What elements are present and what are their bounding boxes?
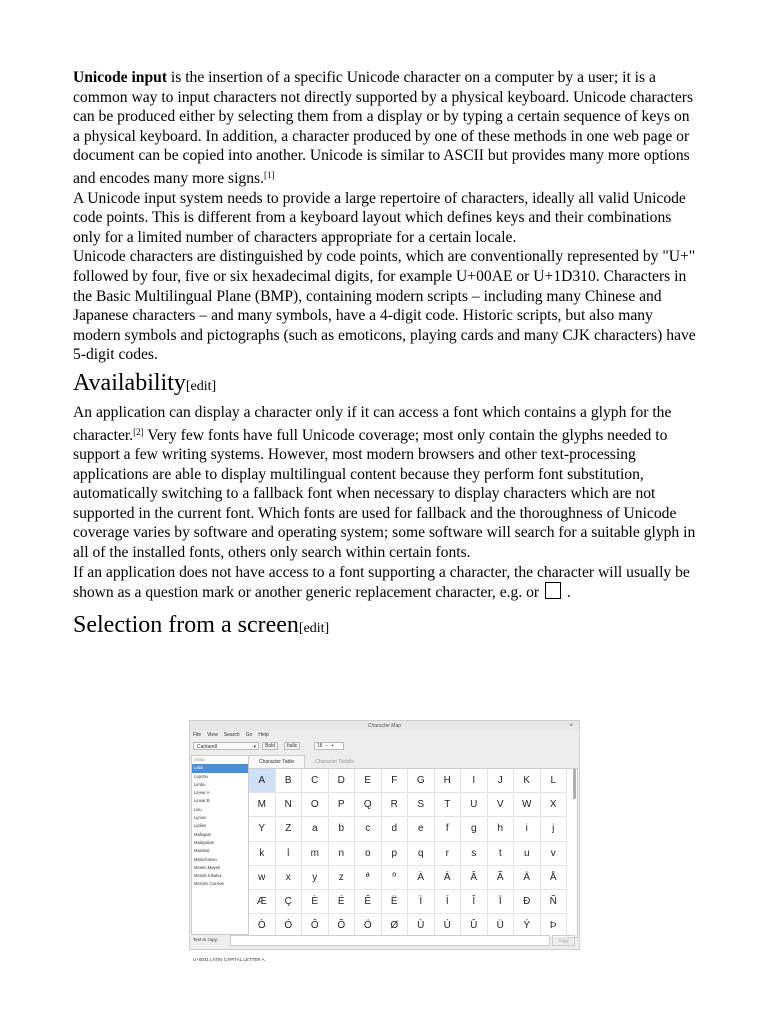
tab-bar bbox=[248, 755, 364, 767]
plus-icon[interactable]: + bbox=[331, 743, 334, 749]
grid-row bbox=[249, 793, 567, 817]
grid-cell[interactable]: B bbox=[275, 769, 302, 793]
grid-cell[interactable]: U bbox=[461, 793, 488, 817]
grid-cell[interactable]: Ê bbox=[355, 889, 382, 913]
grid-cell[interactable]: Ü bbox=[487, 914, 514, 938]
grid-cell[interactable]: Ë bbox=[381, 889, 408, 913]
grid-cell[interactable]: e bbox=[408, 817, 435, 841]
list-item[interactable]: Lepcha bbox=[194, 773, 208, 779]
reference-2-link[interactable]: [2] bbox=[133, 426, 144, 437]
list-item[interactable]: Lisu bbox=[194, 806, 202, 812]
italic-toggle[interactable]: Italic bbox=[284, 742, 300, 750]
font-size-spinner[interactable]: 18 − + bbox=[314, 742, 344, 750]
grid-row bbox=[249, 769, 567, 793]
tab-character-details[interactable]: Character Details bbox=[315, 759, 354, 765]
grid-cell[interactable]: g bbox=[461, 817, 488, 841]
grid-cell[interactable]: F bbox=[381, 769, 408, 793]
grid-cell[interactable]: Õ bbox=[328, 914, 355, 938]
grid-cell[interactable]: V bbox=[487, 793, 514, 817]
character-grid bbox=[248, 768, 578, 938]
minus-icon[interactable]: − bbox=[325, 743, 329, 749]
menu-file[interactable]: File bbox=[193, 732, 202, 738]
grid-cell[interactable]: Ð bbox=[514, 889, 541, 913]
grid-cell[interactable]: Ò bbox=[249, 914, 275, 938]
bold-toggle[interactable]: Bold bbox=[262, 742, 278, 750]
toolbar bbox=[190, 740, 579, 753]
grid-cell[interactable]: Ï bbox=[487, 889, 514, 913]
availability-edit-link[interactable]: [edit] bbox=[185, 378, 217, 394]
grid-cell[interactable]: W bbox=[514, 793, 541, 817]
grid-cell[interactable]: Ó bbox=[275, 914, 302, 938]
grid-cell[interactable]: v bbox=[540, 841, 567, 865]
grid-cell[interactable]: K bbox=[514, 769, 541, 793]
grid-cell[interactable]: Ì bbox=[408, 889, 435, 913]
grid-cell[interactable]: J bbox=[487, 769, 514, 793]
grid-cell[interactable]: M bbox=[249, 793, 275, 817]
grid-cell[interactable]: z bbox=[328, 865, 355, 889]
grid-cell[interactable]: X bbox=[540, 793, 567, 817]
grid-cell[interactable]: Å bbox=[540, 865, 567, 889]
grid-cell[interactable]: R bbox=[381, 793, 408, 817]
grid-cell[interactable]: Z bbox=[275, 817, 302, 841]
grid-cell[interactable]: Ù bbox=[408, 914, 435, 938]
menu-view[interactable]: View bbox=[207, 732, 218, 738]
grid-cell[interactable]: u bbox=[514, 841, 541, 865]
grid-cell[interactable]: Ñ bbox=[540, 889, 567, 913]
grid-cell[interactable]: f bbox=[434, 817, 461, 841]
grid-cell[interactable]: x bbox=[275, 865, 302, 889]
grid-cell[interactable]: Æ bbox=[249, 889, 275, 913]
grid-cell[interactable]: I bbox=[461, 769, 488, 793]
grid-cell[interactable]: q bbox=[408, 841, 435, 865]
grid-cell[interactable]: G bbox=[408, 769, 435, 793]
grid-scrollbar[interactable] bbox=[573, 769, 576, 799]
grid-cell[interactable]: Þ bbox=[540, 914, 567, 938]
tab-character-table[interactable]: Character Table bbox=[248, 755, 305, 768]
grid-cell[interactable]: É bbox=[328, 889, 355, 913]
window-titlebar: Character Map × bbox=[190, 721, 579, 731]
list-item[interactable]: Meroitic Cursive bbox=[194, 881, 225, 887]
availability-paragraph-1: An application can display a character only if it can access a font which contains a glyph for the character.[2] Very few fonts have full Unicode coverage; most only contain the glyphs needed to support a few writing systems. However, most modern browsers and other text-processing applications are able to display multilingual content because they perform font substitution, automatically switching to a fallback font when necessary to display characters which are not supported in the current font. Which fonts are used for fallback and the thoroughness of Unicode coverage varies by software and operating system; some software will search for a suitable glyph in all of the installed fonts, others only search within certain fonts. bbox=[73, 403, 696, 562]
selection-heading: Selection from a screen[edit] bbox=[73, 611, 330, 638]
grid-cell[interactable]: Â bbox=[461, 865, 488, 889]
script-list bbox=[191, 755, 249, 935]
grid-cell[interactable]: D bbox=[328, 769, 355, 793]
grid-cell[interactable]: S bbox=[408, 793, 435, 817]
grid-cell[interactable]: t bbox=[487, 841, 514, 865]
grid-cell[interactable]: Ã bbox=[487, 865, 514, 889]
list-item[interactable]: Mahajani bbox=[194, 831, 211, 837]
list-item[interactable]: Linear B bbox=[194, 798, 210, 804]
grid-cell[interactable]: Ú bbox=[434, 914, 461, 938]
grid-cell[interactable]: o bbox=[355, 841, 382, 865]
grid-cell[interactable]: m bbox=[302, 841, 329, 865]
menu-help[interactable]: Help bbox=[258, 732, 269, 738]
grid-cell[interactable]: È bbox=[302, 889, 329, 913]
article-body bbox=[73, 68, 698, 645]
grid-cell[interactable]: Ç bbox=[275, 889, 302, 913]
grid-cell[interactable]: P bbox=[328, 793, 355, 817]
grid-cell[interactable]: k bbox=[249, 841, 275, 865]
intro-paragraph-1: Unicode input is the insertion of a specific Unicode character on a computer by a user; it is a common way to input characters not directly supported by a physical keyboard. Unicode characters can be produced either by selecting them from a display or by typing a certain sequence of keys on a physical keyboard. In addition, a character produced by one of these methods in one web page or document can be copied into another. Unicode is similar to ASCII but provides many more options and encodes many more signs.[1] bbox=[73, 69, 694, 187]
list-item[interactable]: Linear A bbox=[194, 790, 210, 796]
grid-cell[interactable]: i bbox=[514, 817, 541, 841]
reference-1-link[interactable]: [1] bbox=[263, 169, 275, 180]
list-item[interactable]: Limbu bbox=[194, 781, 206, 787]
grid-row bbox=[249, 889, 567, 913]
grid-cell[interactable]: Í bbox=[434, 889, 461, 913]
grid-cell[interactable]: h bbox=[487, 817, 514, 841]
list-item[interactable]: Lydian bbox=[194, 823, 207, 829]
list-item[interactable]: Mandaic bbox=[194, 848, 210, 854]
menu-search[interactable]: Search bbox=[223, 732, 240, 738]
availability-heading: Availability[edit] bbox=[73, 369, 217, 396]
grid-cell[interactable]: º bbox=[381, 865, 408, 889]
chevron-down-icon: ▾ bbox=[253, 744, 256, 750]
grid-cell[interactable]: n bbox=[328, 841, 355, 865]
grid-row bbox=[249, 841, 567, 865]
selection-edit-link[interactable]: [edit] bbox=[298, 620, 330, 636]
grid-cell[interactable]: r bbox=[434, 841, 461, 865]
copy-text-field[interactable] bbox=[230, 935, 550, 946]
list-item[interactable]: Lycian bbox=[194, 815, 206, 821]
list-item[interactable]: Latin bbox=[192, 764, 248, 772]
grid-cell[interactable]: d bbox=[381, 817, 408, 841]
character-map-screenshot bbox=[189, 720, 580, 962]
grid-cell[interactable]: Û bbox=[461, 914, 488, 938]
grid-cell[interactable]: L bbox=[540, 769, 567, 793]
grid-cell[interactable]: Q bbox=[355, 793, 382, 817]
list-item[interactable]: Manichaean bbox=[194, 856, 217, 862]
grid-cell[interactable]: N bbox=[275, 793, 302, 817]
menu-bar bbox=[190, 731, 579, 740]
grid-cell[interactable]: c bbox=[355, 817, 382, 841]
grid-cell[interactable]: E bbox=[355, 769, 382, 793]
copy-label: Text to copy: bbox=[193, 937, 219, 942]
close-icon[interactable]: × bbox=[569, 723, 573, 729]
copy-button[interactable]: Copy bbox=[552, 935, 575, 946]
status-bar: U+0041 LATIN CAPITAL LETTER A bbox=[193, 957, 265, 962]
grid-cell[interactable]: Î bbox=[461, 889, 488, 913]
grid-cell[interactable]: j bbox=[540, 817, 567, 841]
grid-cell[interactable]: A bbox=[249, 769, 275, 793]
grid-cell[interactable]: y bbox=[302, 865, 329, 889]
grid-cell[interactable]: p bbox=[381, 841, 408, 865]
intro-bold-term: Unicode input bbox=[73, 69, 168, 86]
grid-cell[interactable]: Ä bbox=[514, 865, 541, 889]
grid-cell[interactable]: H bbox=[434, 769, 461, 793]
grid-cell[interactable]: a bbox=[302, 817, 329, 841]
grid-cell[interactable]: À bbox=[408, 865, 435, 889]
intro-paragraph-3: Unicode characters are distinguished by code points, which are conventionally represented by "U+" followed by four, five or six hexadecimal digits, for example U+00AE or U+1D310. Characters in the Basic Multilingual Plane (BMP), containing modern scripts – including many Chinese and Japanese characters – and many symbols, have a 4-digit code. Historic scripts, but also many modern symbols and pictographs (such as emoticons, playing cards and many CJK characters) have 5-digit codes. bbox=[73, 248, 696, 364]
intro-paragraph-2: A Unicode input system needs to provide a large repertoire of characters, ideally all valid Unicode code points. This is different from a keyboard layout which defines keys and their combinations only for a limited number of characters appropriate for a certain locale. bbox=[73, 189, 686, 246]
grid-cell[interactable]: l bbox=[275, 841, 302, 865]
grid-row bbox=[249, 865, 567, 889]
grid-cell[interactable]: T bbox=[434, 793, 461, 817]
grid-cell[interactable]: Ô bbox=[302, 914, 329, 938]
grid-cell[interactable]: O bbox=[302, 793, 329, 817]
grid-cell[interactable]: Ý bbox=[514, 914, 541, 938]
list-item[interactable]: Malayalam bbox=[194, 839, 215, 845]
grid-cell[interactable]: Ø bbox=[381, 914, 408, 938]
grid-row bbox=[249, 817, 567, 841]
script-list-header: Script bbox=[194, 757, 205, 762]
grid-cell[interactable]: ª bbox=[355, 865, 382, 889]
grid-cell[interactable]: Y bbox=[249, 817, 275, 841]
grid-cell[interactable]: Ö bbox=[355, 914, 382, 938]
grid-cell[interactable]: s bbox=[461, 841, 488, 865]
font-select[interactable]: Cantarell ▾ bbox=[193, 742, 259, 750]
grid-cell[interactable]: b bbox=[328, 817, 355, 841]
grid-cell[interactable]: Á bbox=[434, 865, 461, 889]
grid-cell[interactable]: C bbox=[302, 769, 329, 793]
grid-cell[interactable]: w bbox=[249, 865, 275, 889]
menu-go[interactable]: Go bbox=[245, 732, 253, 738]
list-item[interactable]: Mende Kikakui bbox=[194, 873, 222, 879]
availability-paragraph-2: If an application does not have access to a font supporting a character, the character will usually be shown as a question mark or another generic replacement character, e.g. or . bbox=[73, 563, 690, 602]
list-item[interactable]: Meetei Mayek bbox=[194, 864, 221, 870]
replacement-box-glyph bbox=[545, 582, 561, 599]
